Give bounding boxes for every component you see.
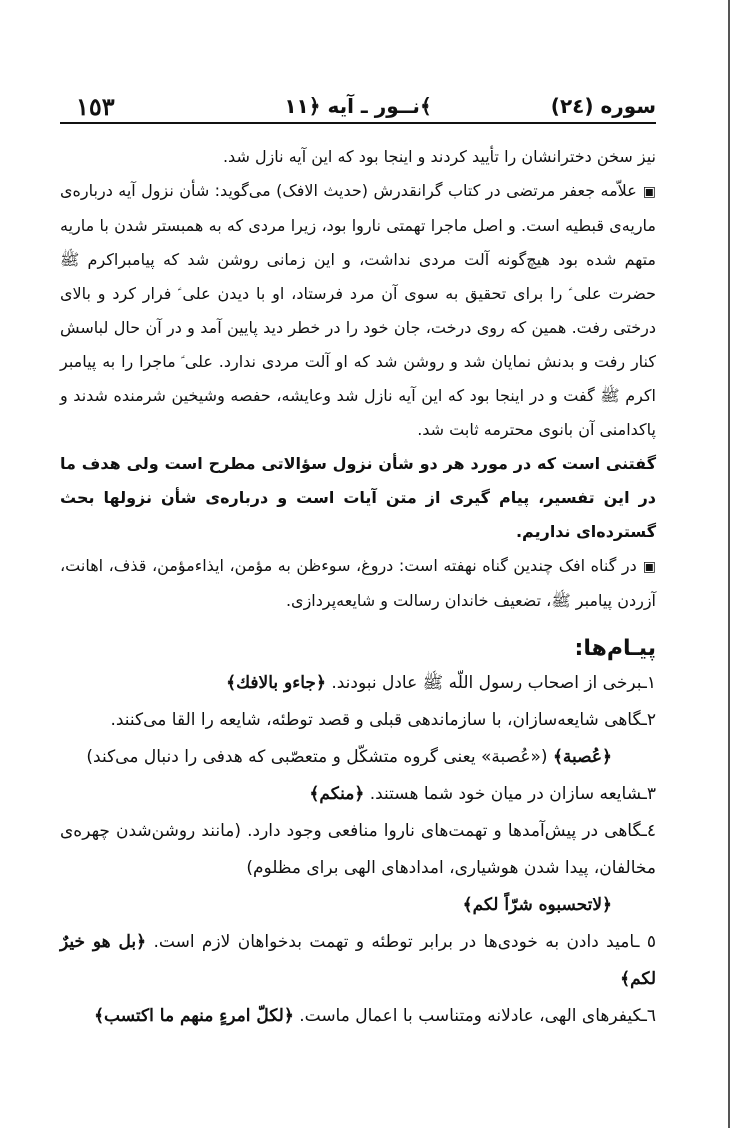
message-number: ١ـ — [641, 673, 656, 693]
running-header — [60, 92, 656, 124]
quran-verse: ﴿جاءو بالافك﴾ — [226, 673, 326, 693]
message-item — [60, 813, 656, 887]
book-page — [60, 92, 656, 1035]
paragraph — [60, 140, 656, 174]
paragraph — [60, 174, 656, 447]
paragraph-text: نیز سخن دخترانشان را تأیید کردند و اینجا بود که این آیه نازل شد. — [222, 147, 656, 166]
message-item — [60, 924, 656, 998]
page-number: ١٥٣ — [76, 92, 115, 121]
section-title: پیـام‌ها: — [574, 636, 656, 661]
square-bullet-icon: ▣ — [642, 559, 656, 575]
message-number: ٢ـ — [641, 710, 656, 730]
message-item — [60, 665, 656, 702]
paragraph — [60, 549, 656, 618]
sura-label: سوره (٢٤) — [550, 94, 656, 118]
paragraph-text: گفتنی است که در مورد هر دو شأن نزول سؤالاتی مطرح است ولی هدف ما در این تفسیر، پیام گیری از متن آیات است و درباره‌ی شأن نزولها بحث گسترده‌ای نداریم. — [60, 454, 656, 541]
message-number: ٤ـ — [641, 821, 656, 841]
quran-verse: ﴿لاتحسبوه شرّاً لكم﴾ — [462, 895, 612, 915]
quran-verse: ﴿لكلّ امرءٍ منهم ما اكتسب﴾ — [94, 1006, 294, 1026]
message-text: امید دادن به خودی‌ها در برابر توطئه و تهمت بدخواهان لازم است. — [153, 932, 635, 952]
square-bullet-icon: ▣ — [642, 184, 656, 200]
commentary-body — [60, 140, 656, 1035]
message-text: شایعه سازان در میان خود شما هستند. — [369, 784, 642, 804]
paragraph-text: در گناه افک چندین گناه نهفته است: دروغ، سوءظن به مؤمن، ایذاءمؤمن، قذف، اهانت، آزردن پیامبر ﷺ، تضعیف خاندان رسالت و شایعه‌پردازی. — [60, 556, 656, 610]
message-number: ٦ـ — [641, 1006, 656, 1026]
message-continuation — [60, 887, 656, 924]
message-item — [60, 998, 656, 1035]
message-text: برخی از اصحاب رسول اللّه ﷺ عادل نبودند. — [331, 673, 642, 693]
message-text: گاهی شایعه‌سازان، با سازماندهی قبلی و قصد توطئه، شایعه را القا می‌کنند. — [110, 710, 642, 730]
message-continuation — [60, 739, 656, 776]
message-item — [60, 776, 656, 813]
quran-verse: ﴿عُصبة﴾ — [552, 747, 612, 767]
quran-verse: ﴿بل هو خيرٌ لكم﴾ — [60, 932, 656, 989]
message-text: («عُصبة» یعنی گروه متشکّل و متعصّبی که هدفی را دنبال می‌کند) — [86, 747, 548, 767]
message-number: ٣ـ — [641, 784, 656, 804]
message-text: کیفرهای الهی، عادلانه ومتناسب با اعمال ماست. — [299, 1006, 642, 1026]
message-item — [60, 702, 656, 739]
message-number: ٥ ـ — [634, 932, 657, 952]
quran-verse: ﴿منكم﴾ — [309, 784, 365, 804]
paragraph — [60, 447, 656, 549]
paragraph-text: علاّمه جعفر مرتضی در کتاب گرانقدرش (حدیث الافک) می‌گوید: شأن نزول آیه درباره‌ی ماریه‌ی قبطیه است. و اصل ماجرا تهمتی ناروا بود، زیرا مردی که به همبستر شدن با ماریه متهم شده بود هیچ‌گونه آلت مردی نداشت، و این زمانی روشن شد که پیامبراکرم ﷺ حضرت علی ؑ را برای تحقیق به سوی آن مرد فرستاد، او با دیدن علی ؑ فرار کرد و بالای درختی رفت. همین که روی درخت، جان خود را در خطر دید پایین آمد و در آن حال لباسش کنار رفت و بدنش نمایان شد و روشن شد که او آلت مردی ندارد. علی ؑ ماجرا را به پیامبر اکرم ﷺ گفت و در اینجا بود که این آیه نازل شد وعایشه، حفصه وشیخین شرمنده شدند و پاکدامنی آن بانوی محترمه ثابت شد. — [60, 181, 656, 439]
message-text: گاهی در پیش‌آمدها و تهمت‌های ناروا منافعی وجود دارد. (مانند روشن‌شدن چهره‌ی مخالفان، پیدا شدن هوشیاری، امدادهای الهی برای مظلوم) — [60, 821, 656, 878]
verse-label: نــور ـ آیه ﴿١١﴾ — [284, 94, 432, 118]
